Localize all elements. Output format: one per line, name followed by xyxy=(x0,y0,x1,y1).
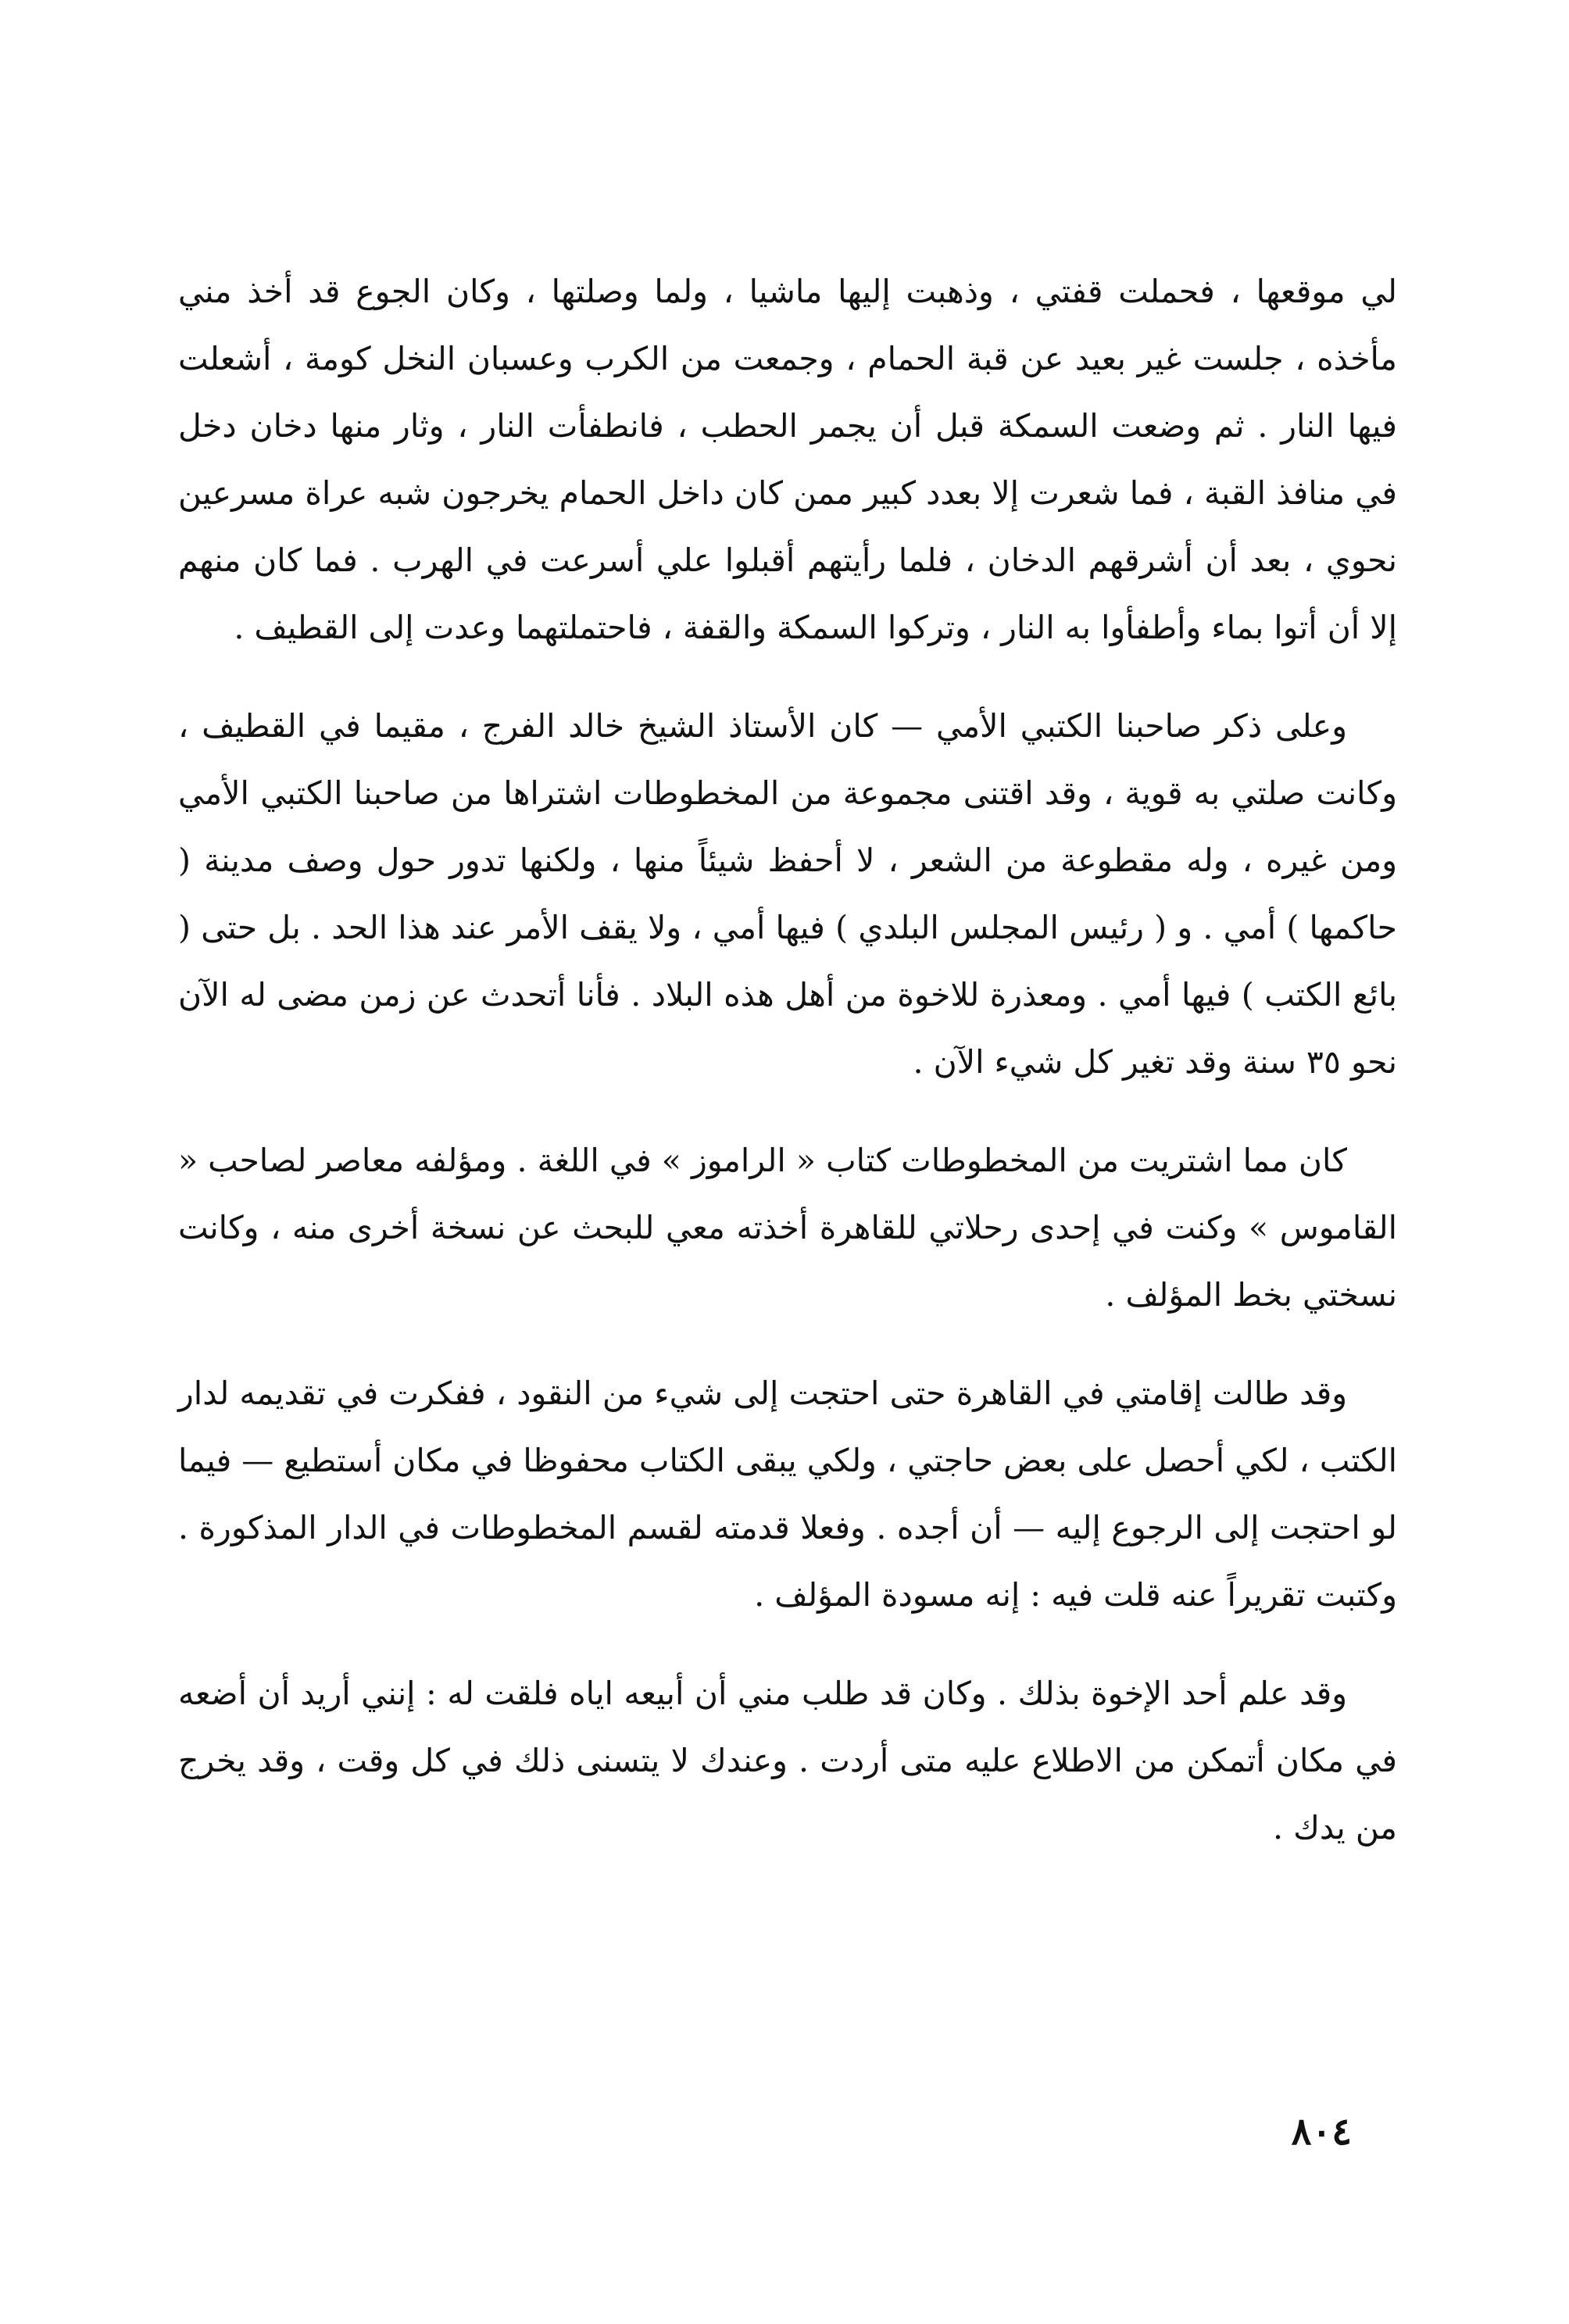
paragraph-2: وعلى ذكر صاحبنا الكتبي الأمي — كان الأستاذ الشيخ خالد الفرج ، مقيما في القطيف ، وكانت صلتي به قوية ، وقد اقتنى مجموعة من المخطوطات اشتراها من صاحبنا الكتبي الأمي ومن غيره ، وله مقطوعة من الشعر ، لا أحفظ شيئاً منها ، ولكنها تدور حول وصف مدينة ( حاكمها ) أمي . و ( رئيس المجلس البلدي ) فيها أمي ، ولا يقف الأمر عند هذا الحد . بل حتى ( بائع الكتب ) فيها أمي . ومعذرة للاخوة من أهل هذه البلاد . فأنا أتحدث عن زمن مضى له الآن نحو ٣٥ سنة وقد تغير كل شيء الآن . xyxy=(178,707,1397,1081)
page-number: ٨٠٤ xyxy=(1291,2110,1352,2154)
paragraph-3: كان مما اشتريت من المخطوطات كتاب « الراموز » في اللغة . ومؤلفه معاصر لصاحب « القاموس » وكنت في إحدى رحلاتي للقاهرة أخذته معي للبحث عن نسخة أخرى منه ، وكانت نسختي بخط المؤلف . xyxy=(178,1142,1397,1314)
body-text xyxy=(178,258,1397,1893)
paragraph-4: وقد طالت إقامتي في القاهرة حتى احتجت إلى شيء من النقود ، ففكرت في تقديمه لدار الكتب ، لكي أحصل على بعض حاجتي ، ولكي يبقى الكتاب محفوظا في مكان أستطيع — فيما لو احتجت إلى الرجوع إليه — أن أجده . وفعلا قدمته لقسم المخطوطات في الدار المذكورة . وكتبت تقريراً عنه قلت فيه : إنه مسودة المؤلف . xyxy=(178,1375,1397,1614)
paragraph-5: وقد علم أحد الإخوة بذلك . وكان قد طلب مني أن أبيعه اياه فلقت له : إنني أريد أن أضعه في مكان أتمكن من الاطلاع عليه متى أردت . وعندك لا يتسنى ذلك في كل وقت ، وقد يخرج من يدك . xyxy=(178,1675,1398,1847)
paragraph-1: لي موقعها ، فحملت قفتي ، وذهبت إليها ماشيا ، ولما وصلتها ، وكان الجوع قد أخذ مني مأخذه ، جلست غير بعيد عن قبة الحمام ، وجمعت من الكرب وعسبان النخل كومة ، أشعلت فيها النار . ثم وضعت السمكة قبل أن يجمر الحطب ، فانطفأت النار ، وثار منها دخان دخل في منافذ القبة ، فما شعرت إلا بعدد كبير ممن كان داخل الحمام يخرجون شبه عراة مسرعين نحوي ، بعد أن أشرقهم الدخان ، فلما رأيتهم أقبلوا علي أسرعت في الهرب . فما كان منهم إلا أن أتوا بماء وأطفأوا به النار ، وتركوا السمكة والقفة ، فاحتملتهما وعدت إلى القطيف . xyxy=(178,273,1397,646)
